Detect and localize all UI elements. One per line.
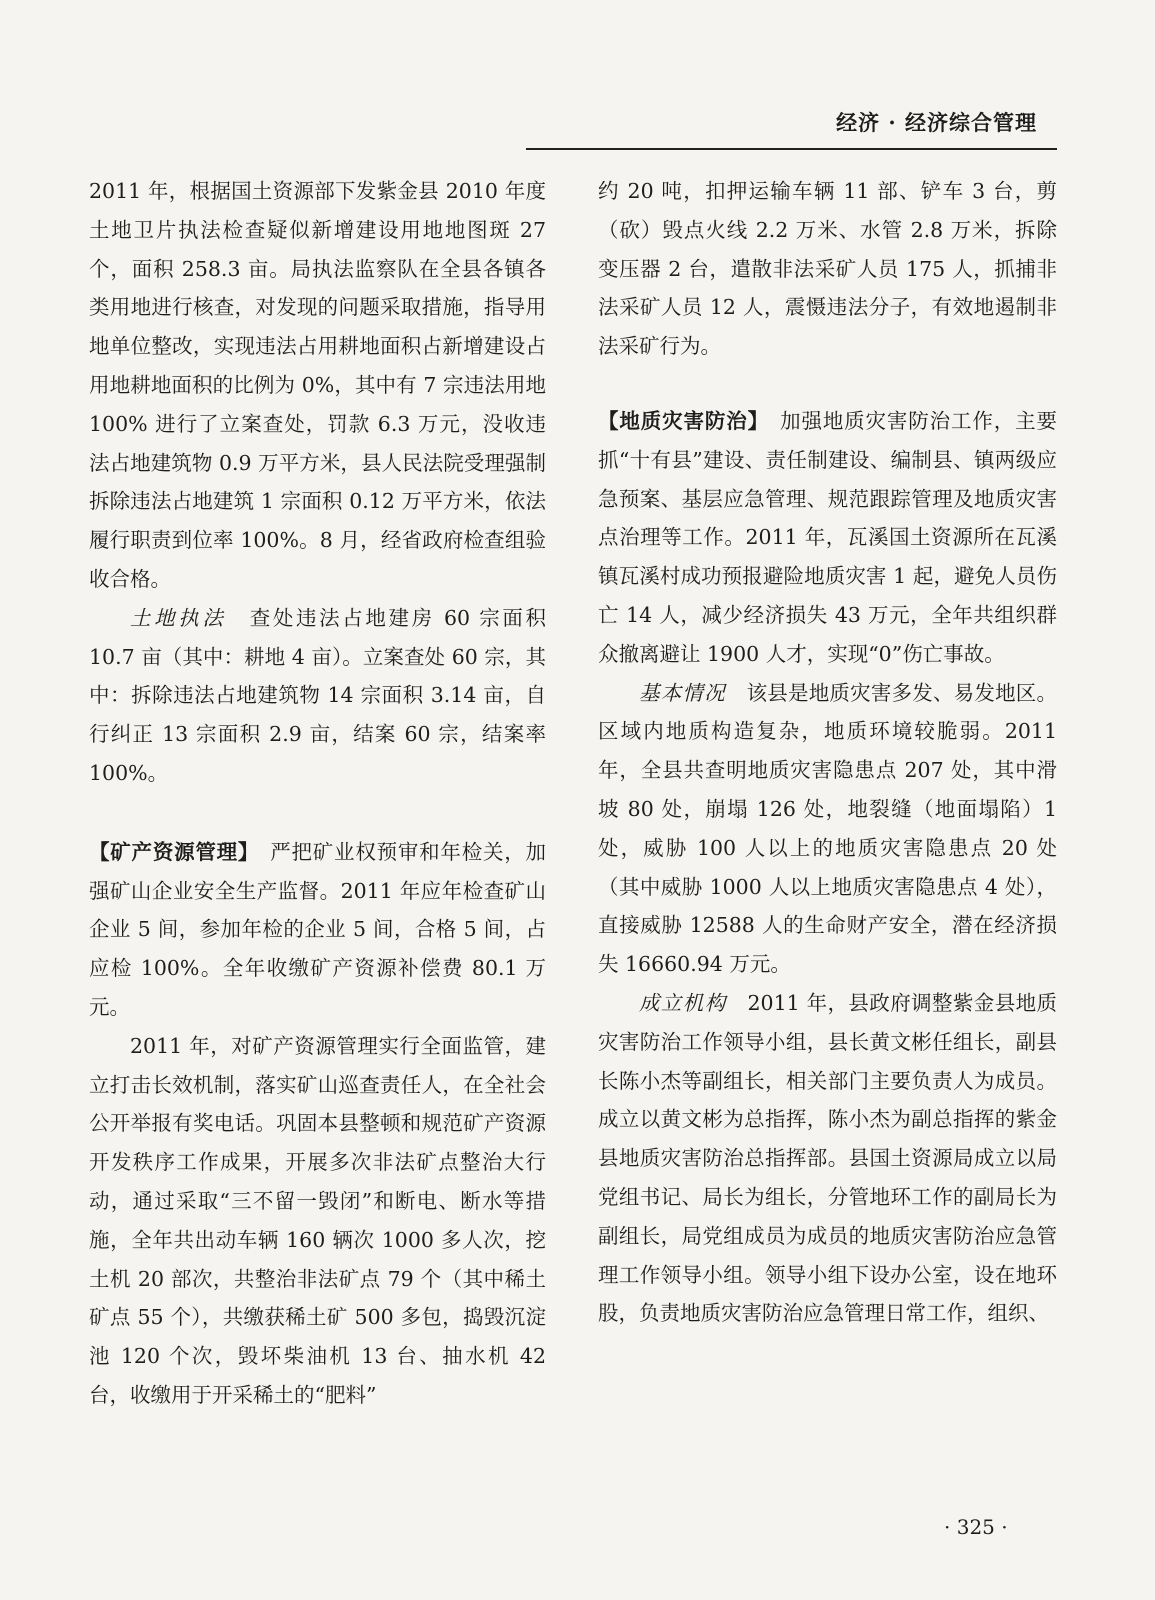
paragraph-text: 查处违法占地建房 60 宗面积 10.7 亩（其中：耕地 4 亩）。立案查处 60 宗，其中：拆除违法占地建筑物 14 宗面积 3.14 亩，自行纠正 13 宗面积 2.9 亩，结案 60 宗，结案率 100%。 [89,605,546,785]
paragraph-land-enforcement [89,599,546,793]
paragraph-basic-situation [598,674,1057,984]
paragraph-geohazard [598,402,1057,674]
page-number: · 325 · [944,1515,1008,1539]
left-column [89,172,546,1415]
subheading-basic-situation: 基本情况 [639,680,726,705]
paragraph-organization [598,984,1057,1333]
paragraph-mineral-supervision: 2011 年，对矿产资源管理实行全面监管，建立打击长效机制，落实矿山巡查责任人，在全社会公开举报有奖电话。巩固本县整顿和规范矿产资源开发秩序工作成果，开展多次非法矿点整治大行动，通过采取“三不留一毁闭”和断电、断水等措施，全年共出动车辆 160 辆次 1000 多人次，挖土机 20 部次，共整治非法矿点 79 个（其中稀土矿点 55 个），共缴获稀土矿 500 多包，捣毁沉淀池 120 个次，毁坏柴油机 13 台、抽水机 42 台，收缴用于开采稀土的“肥料” [89,1033,546,1407]
paragraph-continued: 约 20 吨，扣押运输车辆 11 部、铲车 3 台，剪（砍）毁点火线 2.2 万米、水管 2.8 万米，拆除变压器 2 台，遣散非法采矿人员 175 人，抓捕非法采矿人员 12 人，震慑违法分子，有效地遏制非法采矿行为。 [598,179,1057,359]
paragraph-text: 2011 年，县政府调整紫金县地质灾害防治工作领导小组，县长黄文彬任组长，副县长陈小杰等副组长，相关部门主要负责人为成员。成立以黄文彬为总指挥，陈小杰为副总指挥的紫金县地质灾害防治总指挥部。县国土资源局成立以局党组书记、局长为组长，分管地环工作的副局长为副组长，局党组成员为成员的地质灾害防治应急管理工作领导小组。领导小组下设办公室，设在地环股，负责地质灾害防治应急管理日常工作，组织、 [598,990,1058,1326]
right-column [598,172,1057,1333]
subheading-land-enforcement: 土地执法 [130,605,227,630]
paragraph-text: 该县是地质灾害多发、易发地区。区域内地质构造复杂，地质环境较脆弱。2011 年，全县共查明地质灾害隐患点 207 处，其中滑坡 80 处，崩塌 126 处，地裂缝（地面塌陷）1 处，威胁 100 人以上的地质灾害隐患点 20 处（其中威胁 1000 人以上地质灾害隐患点 4 处），直接威胁 12588 人的生命财产安全，潜在经济损失 16660.94 万元。 [598,680,1058,977]
subheading-organization: 成立机构 [639,990,727,1015]
section-heading-mineral: 【矿产资源管理】 [89,839,249,864]
paragraph-satellite-inspection: 2011 年，根据国土资源部下发紫金县 2010 年度土地卫片执法检查疑似新增建设用地地图斑 27 个，面积 258.3 亩。局执法监察队在全县各镇各类用地进行核查，对发现的问题采取措施，指导用地单位整改，实现违法占用耕地面积占新增建设占用地耕地面积的比例为 0%，其中有 7 宗违法用地 100% 进行了立案查处，罚款 6.3 万元，没收违法占地建筑物 0.9 万平方米，县人民法院受理强制拆除违法占地建筑 1 宗面积 0.12 万平方米，依法履行职责到位率 100%。8 月，经省政府检查组验收合格。 [89,179,546,591]
running-header: 经济 · 经济综合管理 [836,110,1037,135]
header-rule [526,148,1057,150]
paragraph-mineral-management [89,833,546,1027]
paragraph-text: 加强地质灾害防治工作，主要抓“十有县”建设、责任制建设、编制县、镇两级应急预案、基层应急管理、规范跟踪管理及地质灾害点治理等工作。2011 年，瓦溪国土资源所在瓦溪镇瓦溪村成功预报避险地质灾害 1 起，避免人员伤亡 14 人，减少经济损失 43 万元，全年共组织群众撤离避让 1900 人才，实现“0”伤亡事故。 [598,408,1058,666]
section-heading-geohazard: 【地质灾害防治】 [598,408,759,433]
paragraph-text: 严把矿业权预审和年检关，加强矿山企业安全生产监督。2011 年应年检查矿山企业 5 间，参加年检的企业 5 间，合格 5 间，占应检 100%。全年收缴矿产资源补偿费 80.1 万元。 [89,839,547,1019]
